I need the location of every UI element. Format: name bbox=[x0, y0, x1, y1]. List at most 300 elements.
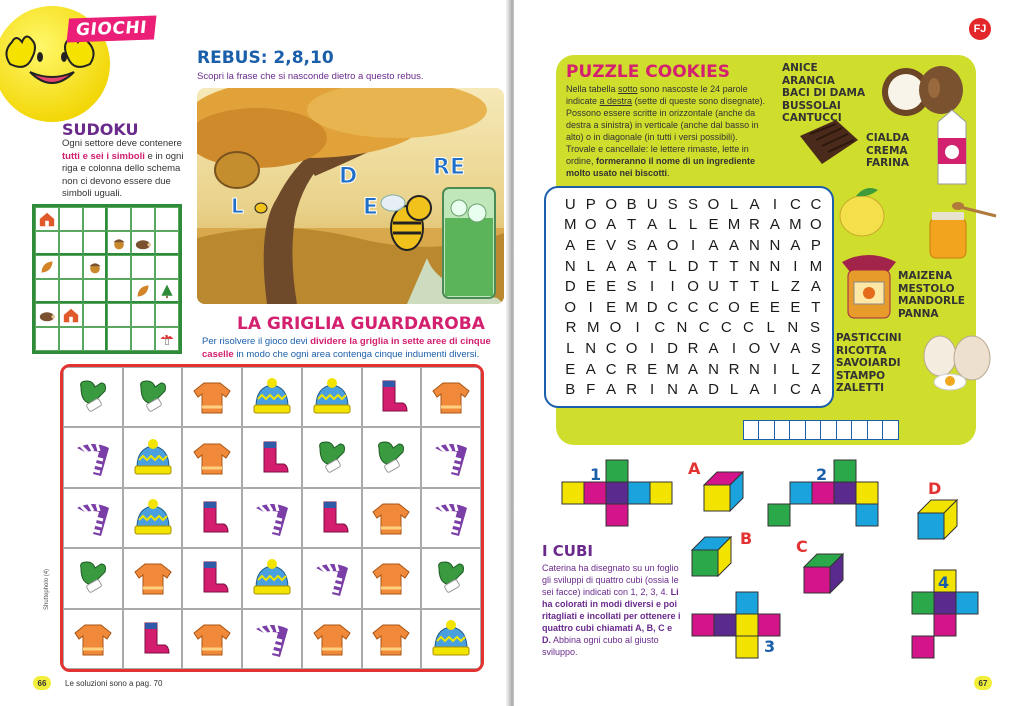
word-search-letter[interactable]: D bbox=[708, 381, 719, 399]
net-face bbox=[606, 482, 628, 504]
sudoku-cell[interactable] bbox=[155, 207, 179, 231]
word-search-letter[interactable]: S bbox=[810, 339, 821, 357]
net-face bbox=[956, 592, 978, 614]
guardaroba-cell[interactable] bbox=[302, 548, 362, 608]
word-search-letter[interactable]: L bbox=[668, 257, 677, 275]
puzzle-instructions: Nella tabella sotto sono nascoste le 24 parole indicate a destra (sette di queste sono disegnate). Possono essere scritte in orizzontale (anche da destra a sinistra) in verticale (anche dal basso in alto) o in diagonale (in tutti i versi possibili). Trovale e cancellale: le lettere rimaste, lette in ordine, formeranno il nome di un ingrediente molto usato nei biscotti. bbox=[566, 84, 766, 178]
net-face bbox=[834, 460, 856, 482]
word-search-grid[interactable] bbox=[544, 186, 834, 408]
sudoku-cell[interactable] bbox=[155, 327, 179, 351]
guardaroba-cell[interactable] bbox=[123, 427, 183, 487]
house-icon bbox=[38, 210, 56, 228]
guardaroba-cell[interactable] bbox=[302, 488, 362, 548]
word-search-letter[interactable]: S bbox=[667, 195, 678, 213]
word-search-letter[interactable]: A bbox=[606, 381, 617, 399]
sudoku-cell[interactable] bbox=[59, 327, 83, 351]
sweater-icon bbox=[369, 558, 413, 598]
griglia-title: LA GRIGLIA GUARDAROBA bbox=[237, 314, 485, 334]
sudoku-cell[interactable] bbox=[59, 279, 83, 303]
guardaroba-cell[interactable] bbox=[123, 367, 183, 427]
page-number: 66 bbox=[33, 676, 51, 690]
guardaroba-cell[interactable] bbox=[182, 548, 242, 608]
word-search-letter[interactable]: S bbox=[688, 195, 699, 213]
net-face bbox=[714, 614, 736, 636]
answer-box[interactable] bbox=[774, 420, 791, 440]
word-search-letter[interactable]: L bbox=[729, 381, 739, 399]
sudoku-cell[interactable] bbox=[83, 279, 107, 303]
guardaroba-cell[interactable] bbox=[362, 548, 422, 608]
sudoku-cell[interactable] bbox=[131, 207, 155, 231]
guardaroba-cell[interactable] bbox=[242, 609, 302, 669]
word-search-letter[interactable]: O bbox=[687, 278, 699, 296]
scarf-icon bbox=[71, 438, 115, 478]
scarf-icon bbox=[250, 619, 294, 659]
boot-icon bbox=[190, 498, 234, 538]
word-item: CANTUCCI bbox=[782, 112, 842, 124]
guardaroba-cell[interactable] bbox=[362, 427, 422, 487]
cube-d-label: D bbox=[928, 479, 942, 498]
guardaroba-cell[interactable] bbox=[182, 427, 242, 487]
word-search-letter[interactable]: M bbox=[563, 216, 577, 234]
sudoku-cell[interactable] bbox=[35, 255, 59, 279]
word-search-letter[interactable]: B bbox=[565, 381, 576, 399]
guardaroba-cell[interactable] bbox=[242, 488, 302, 548]
answer-box[interactable] bbox=[836, 420, 853, 440]
word-search-letter[interactable]: V bbox=[769, 339, 780, 357]
word-search-letter[interactable]: Z bbox=[790, 278, 800, 296]
word-search-letter[interactable]: R bbox=[749, 216, 760, 234]
section-badge: GIOCHI bbox=[67, 15, 157, 42]
word-search-letter[interactable]: S bbox=[626, 236, 637, 254]
guardaroba-cell[interactable] bbox=[63, 609, 123, 669]
word-search-letter[interactable]: A bbox=[749, 381, 760, 399]
word-search-letter[interactable]: E bbox=[790, 298, 801, 316]
rebus-letter-l: L bbox=[231, 194, 244, 218]
guardaroba-cell[interactable] bbox=[362, 609, 422, 669]
word-search-letter[interactable]: A bbox=[626, 257, 637, 275]
sudoku-cell[interactable] bbox=[107, 207, 131, 231]
word-search-letter[interactable]: U bbox=[564, 195, 576, 213]
sudoku-cell[interactable] bbox=[155, 255, 179, 279]
sweater-icon bbox=[369, 498, 413, 538]
word-search-letter[interactable]: L bbox=[688, 216, 698, 234]
guardaroba-cell[interactable] bbox=[63, 548, 123, 608]
word-search-letter[interactable]: C bbox=[605, 339, 617, 357]
guardaroba-cell[interactable] bbox=[421, 427, 481, 487]
answer-box[interactable] bbox=[867, 420, 884, 440]
word-search-letter[interactable]: A bbox=[647, 216, 658, 234]
answer-box[interactable] bbox=[820, 420, 837, 440]
word-search-letter[interactable]: N bbox=[787, 319, 799, 337]
leaf-icon bbox=[39, 259, 55, 275]
word-search-letter[interactable]: E bbox=[606, 298, 617, 316]
word-search-letter[interactable]: P bbox=[810, 236, 821, 254]
word-search-letter[interactable]: L bbox=[586, 257, 595, 275]
sudoku-cell[interactable] bbox=[107, 327, 131, 351]
word-search-letter[interactable]: C bbox=[687, 298, 699, 316]
sudoku-cell[interactable] bbox=[59, 303, 83, 327]
word-search-row bbox=[560, 276, 826, 297]
word-search-letter[interactable]: E bbox=[606, 278, 617, 296]
word-item: MAIZENA bbox=[898, 270, 953, 282]
word-search-letter[interactable]: C bbox=[605, 360, 617, 378]
sudoku-cell[interactable] bbox=[83, 327, 107, 351]
sudoku-cell[interactable] bbox=[35, 231, 59, 255]
net-face bbox=[758, 614, 780, 636]
sudoku-cell[interactable] bbox=[83, 303, 107, 327]
answer-boxes[interactable] bbox=[744, 420, 899, 440]
word-search-letter[interactable]: C bbox=[698, 319, 710, 337]
guardaroba-cell[interactable] bbox=[302, 427, 362, 487]
word-search-letter[interactable]: T bbox=[729, 278, 739, 296]
word-search-letter[interactable]: O bbox=[810, 216, 822, 234]
boot-icon bbox=[190, 558, 234, 598]
word-search-letter[interactable]: A bbox=[565, 236, 576, 254]
word-search-letter[interactable]: D bbox=[667, 339, 678, 357]
hedgehog-icon bbox=[134, 234, 152, 252]
word-search-letter[interactable]: N bbox=[585, 339, 597, 357]
hat-icon bbox=[250, 558, 294, 598]
net-face bbox=[628, 482, 650, 504]
answer-box[interactable] bbox=[851, 420, 868, 440]
word-search-letter[interactable]: D bbox=[646, 298, 658, 316]
word-search-letter[interactable]: Z bbox=[811, 360, 821, 378]
word-search-letter[interactable]: E bbox=[585, 278, 596, 296]
sudoku-cell[interactable] bbox=[131, 303, 155, 327]
guardaroba-cell[interactable] bbox=[302, 367, 362, 427]
word-search-letter[interactable]: N bbox=[667, 381, 678, 399]
word-search-letter[interactable]: V bbox=[606, 236, 617, 254]
word-search-letter[interactable]: E bbox=[647, 360, 658, 378]
word-search-letter[interactable]: N bbox=[749, 360, 760, 378]
word-item: SAVOIARDI bbox=[836, 357, 901, 369]
word-search-letter[interactable]: C bbox=[720, 319, 732, 337]
word-search-letter[interactable]: N bbox=[676, 319, 688, 337]
answer-box[interactable] bbox=[789, 420, 806, 440]
solutions-note: Le soluzioni sono a pag. 70 bbox=[65, 678, 163, 688]
guardaroba-cell[interactable] bbox=[182, 367, 242, 427]
word-item: BACI DI DAMA bbox=[782, 87, 866, 99]
sudoku-cell[interactable] bbox=[131, 231, 155, 255]
word-search-letter[interactable]: R bbox=[565, 319, 577, 337]
cubi-instructions: Caterina ha disegnato su un foglio gli sviluppi di quattro cubi (ossia le sei facce) indicati con 1, 2, 3, 4. Li ha colorati in modi diversi e poi ritagliati e incollati per ottenere i quattro cubi chiamati A, B, C e D. Abbina ogni cubo al giusto sviluppo. bbox=[542, 563, 681, 657]
word-search-letter[interactable]: N bbox=[564, 257, 576, 275]
rebus-illustration bbox=[197, 88, 504, 304]
word-search-letter[interactable]: T bbox=[627, 216, 637, 234]
guardaroba-cell[interactable] bbox=[302, 609, 362, 669]
guardaroba-cell[interactable] bbox=[362, 367, 422, 427]
sweater-icon bbox=[190, 377, 234, 417]
word-search-letter[interactable]: A bbox=[749, 195, 760, 213]
mitten-icon bbox=[131, 377, 175, 417]
word-search-letter[interactable]: M bbox=[727, 216, 741, 234]
word-search-letter[interactable]: N bbox=[708, 360, 719, 378]
sudoku-cell[interactable] bbox=[131, 327, 155, 351]
hedgehog-icon bbox=[38, 306, 56, 324]
word-search-letter[interactable]: C bbox=[654, 319, 666, 337]
word-list-1 bbox=[782, 62, 865, 125]
word-search-letter[interactable]: R bbox=[728, 360, 740, 378]
answer-box[interactable] bbox=[882, 420, 899, 440]
word-search-letter[interactable]: U bbox=[708, 278, 719, 296]
answer-box[interactable] bbox=[805, 420, 822, 440]
word-search-letter[interactable]: C bbox=[708, 298, 719, 316]
guardaroba-cell[interactable] bbox=[421, 488, 481, 548]
guardaroba-cell[interactable] bbox=[362, 488, 422, 548]
net-face bbox=[768, 504, 790, 526]
word-search-letter[interactable]: I bbox=[635, 319, 640, 337]
word-search-row bbox=[560, 379, 826, 400]
word-search-letter[interactable]: L bbox=[566, 339, 575, 357]
sudoku-cell[interactable] bbox=[35, 327, 59, 351]
word-search-letter[interactable]: A bbox=[769, 216, 780, 234]
sudoku-cell[interactable] bbox=[107, 303, 131, 327]
word-search-letter[interactable]: O bbox=[748, 339, 761, 357]
word-search-letter[interactable]: B bbox=[626, 195, 637, 213]
sudoku-cell[interactable] bbox=[155, 303, 179, 327]
sudoku-cell[interactable] bbox=[107, 231, 131, 255]
word-search-letter[interactable]: T bbox=[708, 257, 719, 275]
word-search-letter[interactable]: O bbox=[605, 195, 617, 213]
sudoku-cell[interactable] bbox=[59, 255, 83, 279]
word-search-letter[interactable]: P bbox=[585, 195, 596, 213]
griglia-instructions: Per risolvere il gioco devi dividere la griglia in sette aree di cinque caselle in modo che ogni area contenga cinque indumenti diversi. bbox=[202, 336, 491, 360]
word-search-letter[interactable]: M bbox=[809, 257, 823, 275]
leaf-icon bbox=[135, 283, 151, 299]
guardaroba-cell[interactable] bbox=[182, 609, 242, 669]
page-number: 67 bbox=[974, 676, 992, 690]
house-icon bbox=[62, 306, 80, 324]
word-search-letter[interactable]: L bbox=[729, 195, 739, 213]
word-search-letter[interactable]: I bbox=[650, 278, 655, 296]
hat-icon bbox=[131, 498, 175, 538]
cube-b-label: B bbox=[740, 529, 753, 548]
word-search-letter[interactable]: R bbox=[626, 360, 638, 378]
word-search-letter[interactable]: C bbox=[789, 195, 801, 213]
guardaroba-cell[interactable] bbox=[63, 488, 123, 548]
word-search-letter[interactable]: E bbox=[585, 236, 596, 254]
lemon-icon bbox=[834, 184, 890, 240]
word-search-letter[interactable]: M bbox=[587, 319, 600, 337]
word-search-row bbox=[560, 318, 826, 339]
word-search-letter[interactable]: I bbox=[650, 381, 655, 399]
word-search-letter[interactable]: M bbox=[666, 360, 679, 378]
sudoku-cell[interactable] bbox=[131, 279, 155, 303]
acorn-icon bbox=[111, 235, 127, 251]
word-search-letter[interactable]: I bbox=[793, 257, 798, 275]
guardaroba-cell[interactable] bbox=[123, 609, 183, 669]
word-search-letter[interactable]: A bbox=[688, 381, 699, 399]
sweater-icon bbox=[71, 619, 115, 659]
word-search-letter[interactable]: I bbox=[588, 298, 593, 316]
word-search-letter[interactable]: O bbox=[707, 195, 720, 213]
hat-icon bbox=[429, 619, 473, 659]
word-item: PANNA bbox=[898, 307, 939, 320]
sudoku-cell[interactable] bbox=[35, 207, 59, 231]
word-item: CIALDA bbox=[866, 132, 910, 144]
guardaroba-cell[interactable] bbox=[63, 367, 123, 427]
word-search-letter[interactable]: E bbox=[749, 298, 760, 316]
sudoku-cell[interactable] bbox=[107, 255, 131, 279]
guardaroba-cell[interactable] bbox=[182, 488, 242, 548]
word-search-letter[interactable]: O bbox=[609, 319, 622, 337]
answer-box[interactable] bbox=[743, 420, 760, 440]
footer bbox=[33, 676, 162, 690]
puzzle-title: PUZZLE COOKIES bbox=[566, 62, 731, 82]
net-face bbox=[736, 636, 758, 658]
word-search-letter[interactable]: O bbox=[625, 339, 638, 357]
guardaroba-cell[interactable] bbox=[242, 367, 302, 427]
word-search-letter[interactable]: A bbox=[688, 360, 699, 378]
sudoku-cell[interactable] bbox=[83, 255, 107, 279]
word-search-letter[interactable]: N bbox=[769, 236, 781, 254]
word-search-letter[interactable]: A bbox=[728, 236, 739, 254]
word-search-letter[interactable]: A bbox=[585, 360, 596, 378]
word-search-letter[interactable]: E bbox=[708, 216, 719, 234]
guardaroba-cell[interactable] bbox=[421, 367, 481, 427]
net-face bbox=[606, 460, 628, 482]
footer bbox=[974, 676, 992, 690]
net-face bbox=[812, 482, 834, 504]
word-search-letter[interactable]: M bbox=[789, 216, 802, 234]
word-search-row bbox=[560, 194, 826, 215]
word-search-letter[interactable]: L bbox=[770, 278, 780, 296]
word-search-letter[interactable]: M bbox=[625, 298, 638, 316]
word-search-letter[interactable]: A bbox=[708, 339, 719, 357]
hat-icon bbox=[131, 438, 175, 478]
word-list-2 bbox=[866, 132, 909, 170]
guardaroba-cell[interactable] bbox=[421, 609, 481, 669]
hat-icon bbox=[310, 377, 354, 417]
word-search-letter[interactable]: S bbox=[626, 278, 637, 296]
eggs-icon bbox=[918, 330, 998, 392]
mitten-icon bbox=[310, 438, 354, 478]
word-search-row bbox=[560, 338, 826, 359]
sudoku-cell[interactable] bbox=[83, 231, 107, 255]
word-search-letter[interactable]: N bbox=[749, 236, 760, 254]
word-search-letter[interactable]: A bbox=[708, 236, 719, 254]
word-search-letter[interactable]: O bbox=[564, 298, 577, 316]
guardaroba-cell[interactable] bbox=[242, 427, 302, 487]
guardaroba-cell[interactable] bbox=[123, 548, 183, 608]
net-face bbox=[736, 614, 758, 636]
word-search-letter[interactable]: A bbox=[790, 236, 801, 254]
word-search-letter[interactable]: I bbox=[731, 339, 737, 357]
sudoku-cell[interactable] bbox=[155, 279, 179, 303]
hat-icon bbox=[250, 377, 294, 417]
word-search-row bbox=[560, 297, 826, 318]
sudoku-cell[interactable] bbox=[107, 279, 131, 303]
sudoku-cell[interactable] bbox=[83, 207, 107, 231]
word-search-letter[interactable]: T bbox=[647, 257, 657, 275]
word-search-letter[interactable]: U bbox=[646, 195, 658, 213]
word-search-letter[interactable]: I bbox=[772, 381, 777, 399]
word-search-letter[interactable]: T bbox=[729, 257, 739, 275]
word-search-letter[interactable]: T bbox=[749, 278, 760, 296]
word-search-letter[interactable]: O bbox=[666, 236, 679, 254]
word-search-letter[interactable]: L bbox=[766, 319, 775, 337]
sudoku-grid[interactable] bbox=[32, 204, 182, 354]
sudoku-cell[interactable] bbox=[35, 303, 59, 327]
left-page bbox=[0, 0, 510, 706]
word-search-letter[interactable]: O bbox=[728, 298, 740, 316]
right-page bbox=[514, 0, 1024, 706]
word-search-letter[interactable]: L bbox=[791, 360, 800, 378]
net-1-label: 1 bbox=[590, 465, 602, 484]
rebus-subtitle: Scopri la frase che si nasconde dietro a questo rebus. bbox=[197, 71, 424, 82]
word-search-letter[interactable]: E bbox=[565, 360, 576, 378]
word-search-letter[interactable]: A bbox=[606, 257, 617, 275]
chocolate-icon bbox=[796, 118, 862, 168]
word-search-letter[interactable]: R bbox=[626, 381, 638, 399]
word-search-letter[interactable]: A bbox=[810, 381, 821, 399]
sweater-icon bbox=[190, 619, 234, 659]
answer-box[interactable] bbox=[758, 420, 775, 440]
net-face bbox=[934, 592, 956, 614]
word-search-letter[interactable]: I bbox=[772, 195, 777, 213]
word-search-letter[interactable]: A bbox=[606, 216, 617, 234]
word-search-letter[interactable]: L bbox=[668, 216, 677, 234]
word-search-letter[interactable]: C bbox=[743, 319, 754, 337]
word-search-letter[interactable]: A bbox=[810, 278, 821, 296]
guardaroba-grid[interactable] bbox=[60, 364, 484, 672]
guardaroba-cell[interactable] bbox=[63, 427, 123, 487]
sudoku-cell[interactable] bbox=[59, 231, 83, 255]
sudoku-cell[interactable] bbox=[35, 279, 59, 303]
word-search-letter[interactable]: D bbox=[687, 257, 699, 275]
word-search-letter[interactable]: I bbox=[772, 360, 777, 378]
word-search-letter[interactable]: T bbox=[811, 298, 821, 316]
word-search-letter[interactable]: I bbox=[670, 278, 675, 296]
cube-face bbox=[804, 567, 830, 593]
word-search-letter[interactable]: N bbox=[749, 257, 760, 275]
cube-face bbox=[704, 485, 730, 511]
scarf-icon bbox=[71, 498, 115, 538]
word-search-letter[interactable]: N bbox=[769, 257, 781, 275]
word-search-letter[interactable]: I bbox=[690, 236, 696, 254]
word-search-letter[interactable]: S bbox=[809, 319, 820, 337]
boot-icon bbox=[250, 438, 294, 478]
word-item: ARANCIA bbox=[782, 74, 835, 87]
word-search-letter[interactable]: F bbox=[586, 381, 596, 399]
word-search-letter[interactable]: C bbox=[810, 195, 822, 213]
milk-carton-icon bbox=[934, 108, 970, 186]
word-search-letter[interactable]: A bbox=[790, 339, 801, 357]
net-face bbox=[934, 614, 956, 636]
sudoku-cell[interactable] bbox=[59, 207, 83, 231]
word-search-letter[interactable]: R bbox=[687, 339, 699, 357]
cube-c-label: C bbox=[796, 537, 808, 556]
word-search-letter[interactable]: C bbox=[667, 298, 678, 316]
word-search-letter[interactable]: C bbox=[789, 381, 801, 399]
rebus-letter-re: RE bbox=[433, 155, 465, 180]
sweater-icon bbox=[369, 619, 413, 659]
boot-icon bbox=[369, 377, 413, 417]
word-search-letter[interactable]: D bbox=[564, 278, 576, 296]
honey-icon bbox=[926, 196, 998, 262]
word-search-letter[interactable]: A bbox=[647, 236, 658, 254]
sudoku-cell[interactable] bbox=[155, 231, 179, 255]
sudoku-cell[interactable] bbox=[131, 255, 155, 279]
boot-icon bbox=[131, 619, 175, 659]
guardaroba-cell[interactable] bbox=[421, 548, 481, 608]
word-search-letter[interactable]: O bbox=[584, 216, 597, 234]
guardaroba-cell[interactable] bbox=[242, 548, 302, 608]
guardaroba-cell[interactable] bbox=[123, 488, 183, 548]
word-search-letter[interactable]: E bbox=[769, 298, 780, 316]
word-search-letter[interactable]: I bbox=[650, 339, 655, 357]
word-item: ANICE bbox=[782, 62, 818, 74]
